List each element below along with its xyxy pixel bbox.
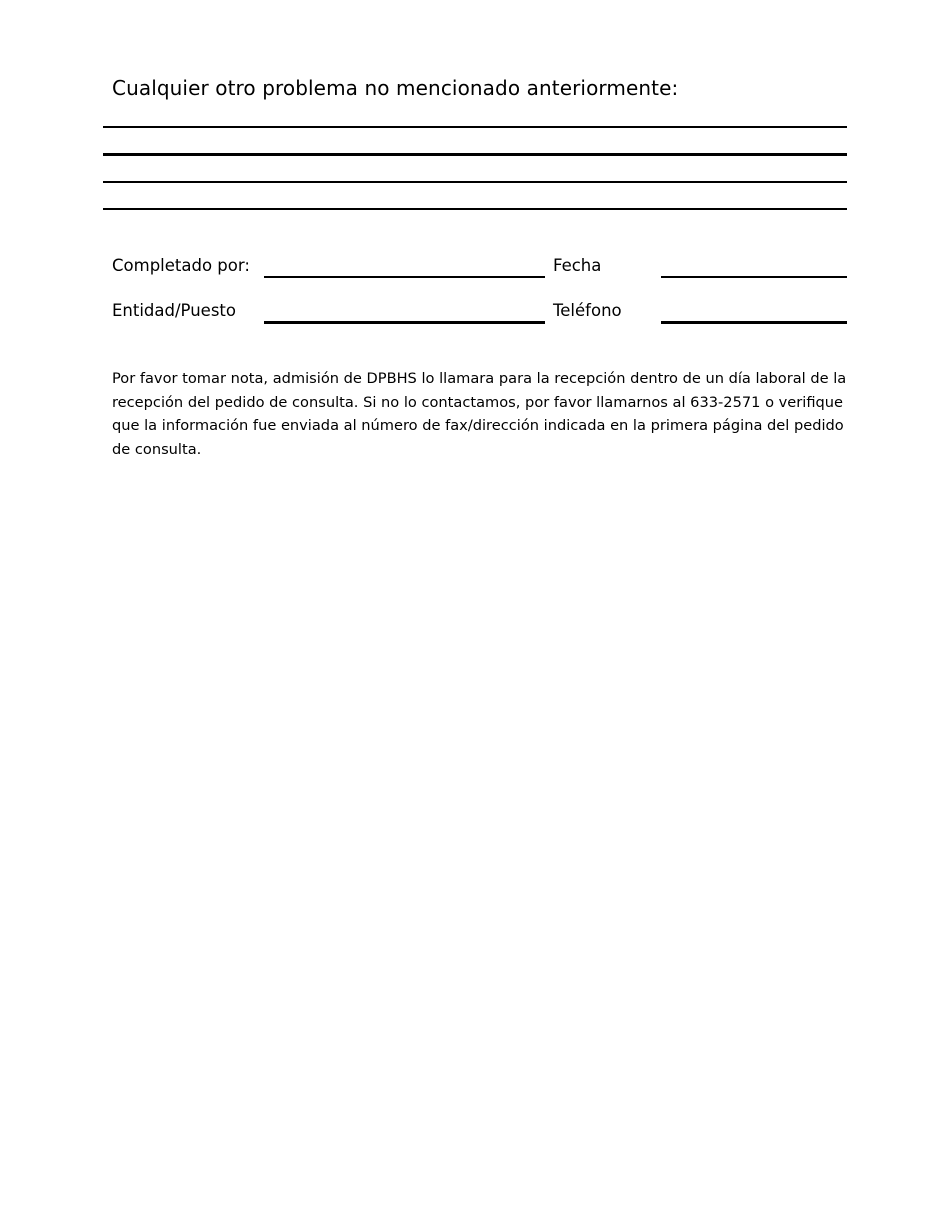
phone-label: Teléfono [553,301,622,320]
answer-line-4[interactable] [103,208,847,210]
answer-line-2[interactable] [103,153,847,156]
phone-field[interactable] [661,321,847,324]
answer-line-1[interactable] [103,126,847,128]
answer-line-3[interactable] [103,181,847,183]
completed-by-label: Completado por: [112,256,250,275]
contact-note: Por favor tomar nota, admisión de DPBHS lo llamara para la recepción dentro de un día laboral de la recepción del pedido de consulta. Si no lo contactamos, por favor llamarnos al 633-2571 o verifique que la información fue enviada al número de fax/dirección indicada en la primera página del pedido de consulta. [112,370,847,458]
date-label: Fecha [553,256,602,275]
completed-by-field[interactable] [264,276,545,278]
other-problems-question: Cualquier otro problema no mencionado anteriormente: [112,76,679,100]
entity-position-field[interactable] [264,321,545,324]
entity-position-label: Entidad/Puesto [112,301,236,320]
date-field[interactable] [661,276,847,278]
